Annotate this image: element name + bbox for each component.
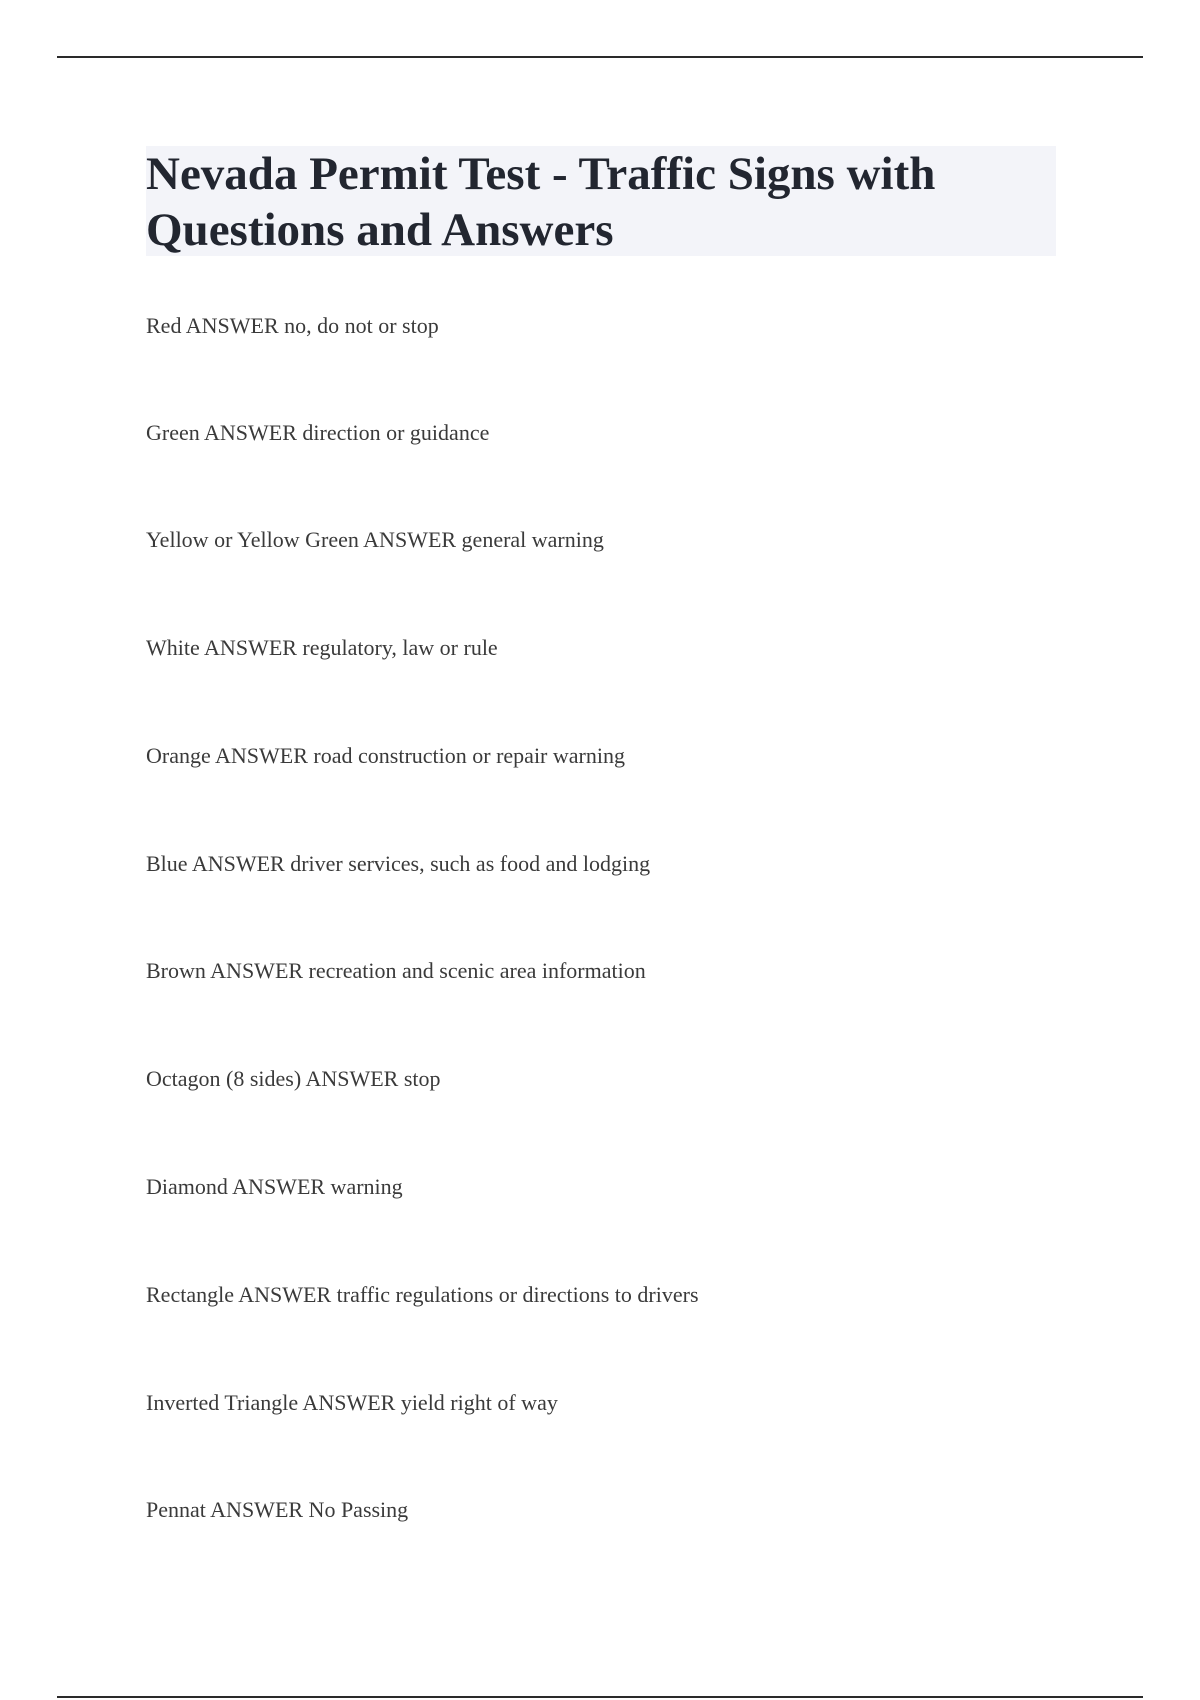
qa-item: Red ANSWER no, do not or stop	[146, 313, 439, 338]
title-block	[146, 146, 1056, 256]
qa-item: Octagon (8 sides) ANSWER stop	[146, 1066, 441, 1091]
page-title: Nevada Permit Test - Traffic Signs with Questions and Answers	[146, 148, 936, 256]
qa-item: Green ANSWER direction or guidance	[146, 420, 490, 445]
qa-item: Rectangle ANSWER traffic regulations or directions to drivers	[146, 1282, 699, 1307]
qa-item: Pennat ANSWER No Passing	[146, 1497, 409, 1522]
bottom-rule	[57, 1696, 1143, 1698]
qa-item: White ANSWER regulatory, law or rule	[146, 635, 498, 660]
qa-item: Blue ANSWER driver services, such as food and lodging	[146, 851, 651, 876]
qa-item: Brown ANSWER recreation and scenic area information	[146, 958, 646, 983]
qa-item: Orange ANSWER road construction or repair warning	[146, 743, 625, 768]
top-rule	[57, 56, 1143, 58]
qa-item: Diamond ANSWER warning	[146, 1174, 403, 1199]
qa-item: Yellow or Yellow Green ANSWER general warning	[146, 527, 604, 552]
qa-item: Inverted Triangle ANSWER yield right of way	[146, 1390, 558, 1415]
